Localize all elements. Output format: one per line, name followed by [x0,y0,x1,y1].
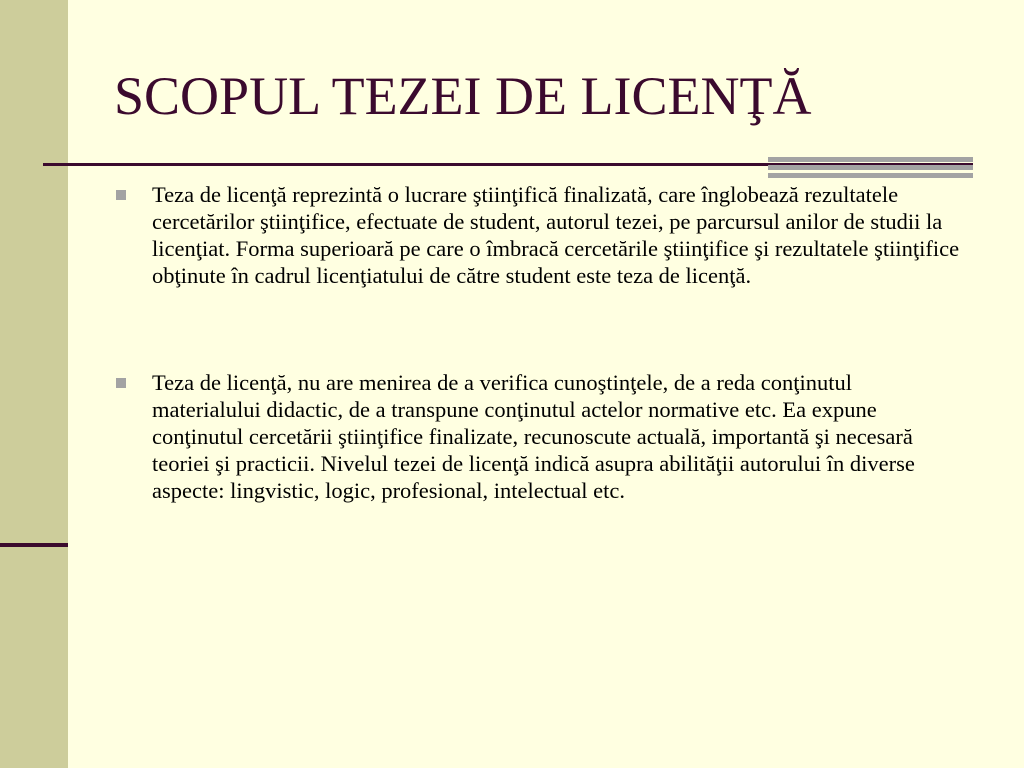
slide-title: SCOPUL TEZEI DE LICENŢĂ [114,66,812,126]
accent-stripe [768,173,973,178]
square-bullet-icon [116,378,126,388]
side-decorative-band [0,0,68,768]
square-bullet-icon [116,190,126,200]
accent-stripe [768,165,973,170]
title-accent-stripes [768,157,973,178]
bullet-text: Teza de licenţă reprezintă o lucrare ştiinţifică finalizată, care înglobează rezultatele cercetărilor ştiinţifice, efectuate de student, autorul tezei, pe parcursul anilor de studii la licenţiat. Forma superioară pe care o îmbracă cercetările ştiinţifice şi rezultatele ştiinţifice obţinute în cadrul licenţiatului de către student este teza de licenţă. [152,182,960,288]
bullet-item [114,369,964,504]
accent-stripe [768,157,973,162]
bullet-text: Teza de licenţă, nu are menirea de a verifica cunoştinţele, de a reda conţinutul materialului didactic, de a transpune conţinutul actelor normative etc. Ea expune conţinutul cercetării ştiinţifice finalizate, recunoscute actuală, importantă şi necesară teoriei şi practicii. Nivelul tezei de licenţă indică asupra abilităţii autorului în diverse aspecte: lingvistic, logic, profesional, intelectual etc. [152,370,915,503]
bullet-item [114,181,964,289]
side-accent-bar [0,543,68,547]
bullet-list [114,181,964,504]
